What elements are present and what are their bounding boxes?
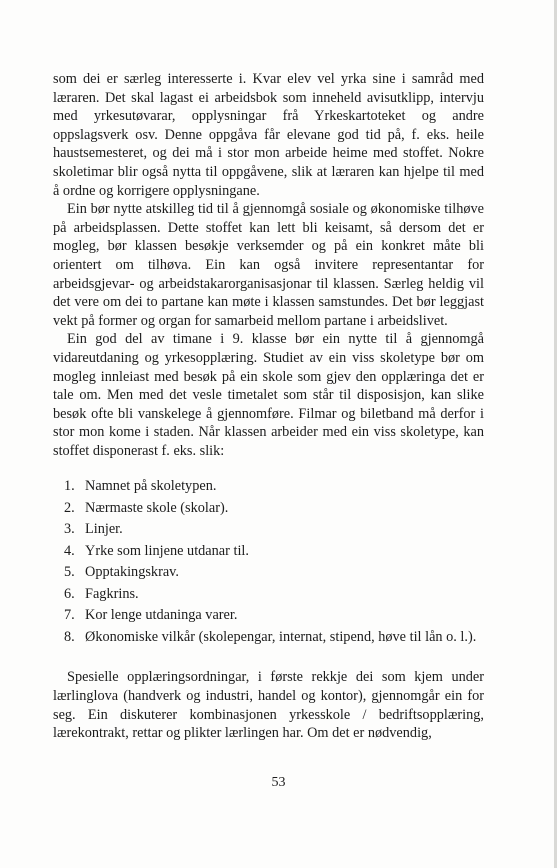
- school-type-outline-list: [53, 476, 484, 648]
- list-item: [53, 584, 484, 606]
- list-item: [53, 519, 484, 541]
- list-item: [53, 627, 484, 649]
- list-item-number: 1.: [64, 478, 75, 495]
- list-item-text: Fagkrins.: [85, 585, 139, 602]
- list-item-text: Nærmaste skole (skolar).: [85, 499, 229, 516]
- list-item: [53, 562, 484, 584]
- list-item-number: 8.: [64, 628, 75, 645]
- paragraph-continuation: som dei er særleg interesserte i. Kvar elev vel yrka sine i samråd med læraren. Det skal lagast ei arbeidsbok som inneheld avisutklipp, intervju med yrkesutøvarar, opplysningar frå Yrkeskartoteket og andre oppslagsverk osv. Denne oppgåva får elevane god tid på, f. eks. heile haustsemesteret, og dei må i stor mon arbeide heime med stoffet. Nokre skoletimar blir også nytta til oppgåvene, slik at læraren kan hjelpe til med å ordne og korrigere opplysningane.: [53, 71, 484, 199]
- list-item: [53, 605, 484, 627]
- list-item: [53, 476, 484, 498]
- list-item-text: Kor lenge utdaninga varer.: [85, 607, 238, 624]
- paragraph-social-economic: Ein bør nytte atskilleg tid til å gjennomgå sosiale og økonomiske tilhøve på arbeidsplassen. Dette stoffet kan lett bli keisamt, så dersom det er mogleg, bør klassen besøkje verksemder og på ein konkret måte bli orientert om tilhøva. Ein kan også invitere representantar for arbeidsgjevar- og arbeidstakarorganisasjonar til klassen. Særleg heldig vil det vere om dei to partane kan møte i klassen samstundes. Det bør leggjast vekt på former og organ for samarbeid mellom partane i arbeidslivet.: [53, 201, 484, 329]
- list-item: [53, 498, 484, 520]
- list-item-number: 5.: [64, 564, 75, 581]
- list-item-number: 3.: [64, 521, 75, 538]
- list-item: [53, 541, 484, 563]
- page-number: 53: [271, 775, 286, 790]
- body-text: [53, 70, 484, 743]
- list-item-text: Yrke som linjene utdanar til.: [85, 542, 249, 559]
- list-item-text: Økonomiske vilkår (skolepengar, internat, stipend, høve til lån o. l.).: [85, 628, 477, 645]
- list-item-number: 4.: [64, 542, 75, 559]
- list-item-number: 2.: [64, 499, 75, 516]
- list-item-number: 7.: [64, 607, 75, 624]
- paragraph-further-education: Ein god del av timane i 9. klasse bør ein nytte til å gjennomgå vidareutdaning og yrkesopplæring. Studiet av ein viss skoletype bør om mogleg innleiast med besøk på ein skole som gjev den opplæringa det er tale om. Men med det vesle timetalet som står til disposisjon, kan slike besøk ofte bli vanskelege å gjennomføre. Filmar og biletband må derfor i stor mon kome i staden. Når klassen arbeider med ein viss skoletype, kan stoffet disponerast f. eks. slik:: [53, 331, 484, 459]
- list-item-number: 6.: [64, 585, 75, 602]
- list-item-text: Namnet på skoletypen.: [85, 478, 217, 495]
- paragraph-apprenticeship: Spesielle opplæringsordningar, i første rekkje dei som kjem under lærlinglova (handverk og industri, handel og kontor), gjennomgår ein for seg. Ein diskuterer kombinasjonen yrkesskole / bedriftsopplæring, lærekontrakt, rettar og plikter lærlingen har. Om det er nødvendig,: [53, 669, 484, 742]
- list-item-text: Linjer.: [85, 521, 123, 538]
- list-item-text: Opptakingskrav.: [85, 564, 179, 581]
